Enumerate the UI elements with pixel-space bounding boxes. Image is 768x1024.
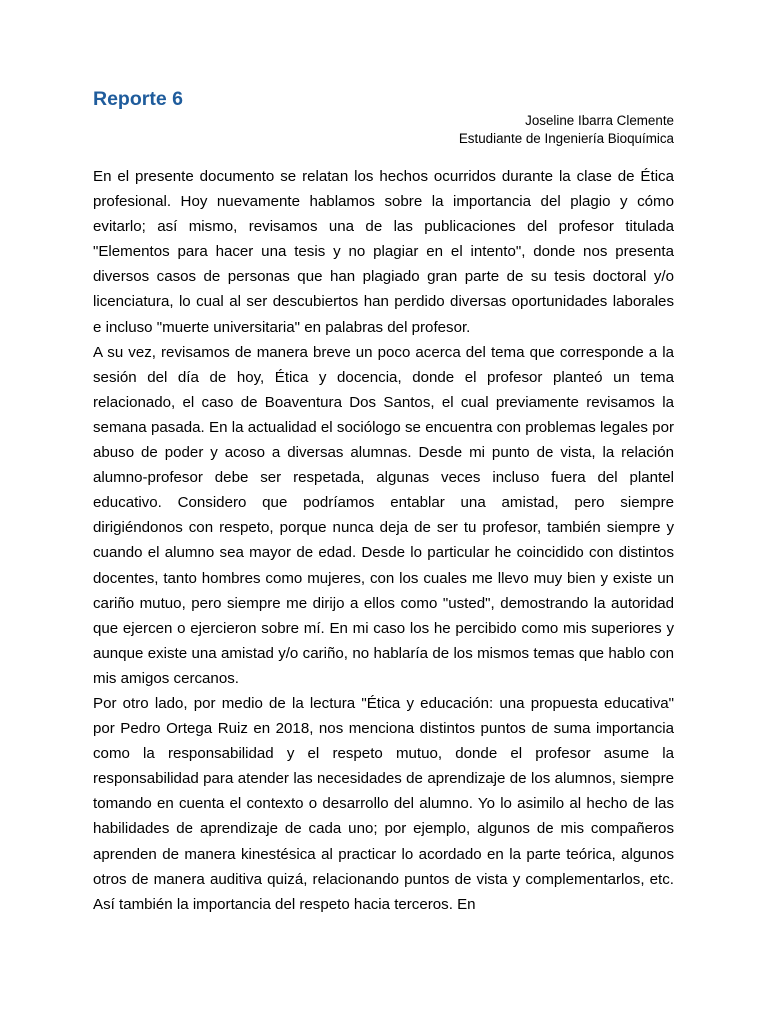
author-role: Estudiante de Ingeniería Bioquímica xyxy=(458,131,674,146)
body-paragraph: A su vez, revisamos de manera breve un poco acerca del tema que corresponde a la sesión del día de hoy, Ética y docencia, donde el profesor planteó un tema relacionado, el caso de Boaventura Dos Santos, el cual previamente revisamos la semana pasada. En la actualidad el sociólogo se encuentra con problemas legales por abuso de poder y acoso a diversas alumnas. Desde mi punto de vista, la relación alumno-profesor debe ser respetada, algunas veces incluso fuera del plantel educativo. Considero que podríamos entablar una amistad, pero siempre dirigiéndonos con respeto, porque nunca deja de ser tu profesor, también siempre y cuando el alumno sea mayor de edad. Desde lo particular he coincidido con distintos docentes, tanto hombres como mujeres, con los cuales me llevo muy bien y existe un cariño mutuo, pero siempre me dirijo a ellos como "usted", demostrando la autoridad que ejercen o ejercieron sobre mí. En mi caso los he percibido como mis superiores y aunque existe una amistad y/o cariño, no hablaría de los mismos temas que hablo con mis amigos cercanos. xyxy=(93,343,674,687)
document-body xyxy=(93,164,674,917)
body-paragraph: En el presente documento se relatan los hechos ocurridos durante la clase de Ética profesional. Hoy nuevamente hablamos sobre la importancia del plagio y cómo evitarlo; así mismo, revisamos una de las publicaciones del profesor titulada "Elementos para hacer una tesis y no plagiar en el intento", donde nos presenta diversos casos de personas que han plagiado gran parte de su tesis doctoral y/o licenciatura, lo cual al ser descubiertos han perdido diversas oportunidades laborales e incluso "muerte universitaria" en palabras del profesor. xyxy=(93,168,674,336)
author-block xyxy=(459,112,674,148)
body-paragraph: Por otro lado, por medio de la lectura "Ética y educación: una propuesta educativa" por Pedro Ortega Ruiz en 2018, nos menciona distintos puntos de suma importancia como la responsabilidad y el respeto mutuo, donde el profesor asume la responsabilidad para atender las necesidades de aprendizaje de los alumnos, siempre tomando en cuenta el contexto o desarrollo del alumno. Yo lo asimilo al hecho de las habilidades de aprendizaje de cada uno; por ejemplo, algunos de mis compañeros aprenden de manera kinestésica al practicar lo acordado en la parte teórica, algunos otros de manera auditiva quizá, relacionando puntos de vista y complementarlos, etc. Así también la importancia del respeto hacia terceros. En xyxy=(93,694,674,913)
document-title: Reporte 6 xyxy=(93,88,183,110)
author-name: Joseline Ibarra Clemente xyxy=(525,113,674,128)
